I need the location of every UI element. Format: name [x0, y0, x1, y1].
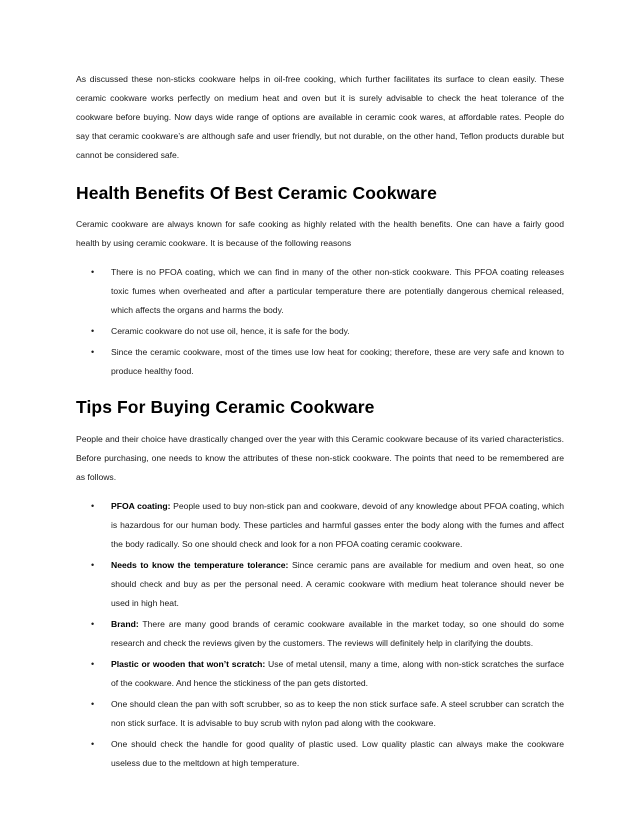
- health-benefits-list: [76, 263, 564, 381]
- bullet-icon: •: [91, 501, 95, 511]
- tip-text: One should clean the pan with soft scrubber, so as to keep the non stick surface safe. A steel scrubber can scratch the non stick surface. It is advisable to buy scrub with nylon pad along with the cookware.: [111, 699, 564, 728]
- health-intro-paragraph: Ceramic cookware are always known for safe cooking as highly related with the health benefits. One can have a fairly good health by using ceramic cookware. It is because of the following reasons: [76, 219, 564, 248]
- list-item: [76, 695, 564, 733]
- list-item-text: Ceramic cookware do not use oil, hence, it is safe for the body.: [111, 326, 350, 336]
- bullet-icon: •: [91, 739, 95, 749]
- intro-paragraph: As discussed these non-sticks cookware helps in oil-free cooking, which further facilitates its surface to clean easily. These ceramic cookware works perfectly on medium heat and oven but it is surely advisable to check the heat tolerance of the cookware before buying. Now days wide range of options are available in ceramic cook wares, at affordable rates. People do say that ceramic cookware’s are although safe and user friendly, but not durable, on the other hand, Teflon products durable but cannot be considered safe.: [76, 74, 564, 160]
- health-benefits-heading: Health Benefits Of Best Ceramic Cookware: [76, 183, 437, 203]
- bullet-icon: •: [91, 267, 95, 277]
- tip-text: Since ceramic pans are available for medium and oven heat, so one should check and buy as per the personal need. A ceramic cookware with medium heat tolerance should never be used in high heat.: [111, 560, 564, 608]
- bullet-icon: •: [91, 619, 95, 629]
- tip-lead: Plastic or wooden that won’t scratch:: [111, 659, 266, 669]
- list-item: [76, 655, 564, 693]
- list-item: [76, 322, 564, 341]
- tip-lead: Brand:: [111, 619, 139, 629]
- tip-text: Use of metal utensil, many a time, along with non-stick scratches the surface of the cookware. And hence the stickiness of the pan gets distorted.: [111, 659, 564, 688]
- bullet-icon: •: [91, 560, 95, 570]
- list-item-text: Since the ceramic cookware, most of the times use low heat for cooking; therefore, these are very safe and known to produce healthy food.: [111, 347, 564, 376]
- list-item: [76, 263, 564, 320]
- buying-tips-list: [76, 497, 564, 773]
- list-item: [76, 615, 564, 653]
- bullet-icon: •: [91, 326, 95, 336]
- bullet-icon: •: [91, 659, 95, 669]
- bullet-icon: •: [91, 347, 95, 357]
- list-item: [76, 556, 564, 613]
- tips-intro-paragraph: People and their choice have drastically changed over the year with this Ceramic cookware because of its varied characteristics. Before purchasing, one needs to know the attributes of these non-stick cookware. The points that need to be remembered are as follows.: [76, 434, 564, 482]
- list-item: [76, 343, 564, 381]
- list-item-text: There is no PFOA coating, which we can find in many of the other non-stick cookware. This PFOA coating releases toxic fumes when overheated and after a particular temperature there are potentially dangerous chemical released, which affects the organs and harms the body.: [111, 267, 564, 315]
- document-page: [76, 70, 564, 775]
- list-item: [76, 735, 564, 773]
- tip-lead: Needs to know the temperature tolerance:: [111, 560, 289, 570]
- tip-text: People used to buy non-stick pan and cookware, devoid of any knowledge about PFOA coating, which is hazardous for our human body. These particles and harmful gasses enter the body along with the fumes and affect the body radically. So one should check and look for a non PFOA coating ceramic cookware.: [111, 501, 564, 549]
- tip-lead: PFOA coating:: [111, 501, 171, 511]
- tip-text: One should check the handle for good quality of plastic used. Low quality plastic can always make the cookware useless due to the meltdown at high temperature.: [111, 739, 564, 768]
- bullet-icon: •: [91, 699, 95, 709]
- buying-tips-heading: Tips For Buying Ceramic Cookware: [76, 397, 375, 417]
- tip-text: There are many good brands of ceramic cookware available in the market today, so one should do some research and check the reviews given by the customers. The reviews will definitely help in clarifying the doubts.: [111, 619, 564, 648]
- list-item: [76, 497, 564, 554]
